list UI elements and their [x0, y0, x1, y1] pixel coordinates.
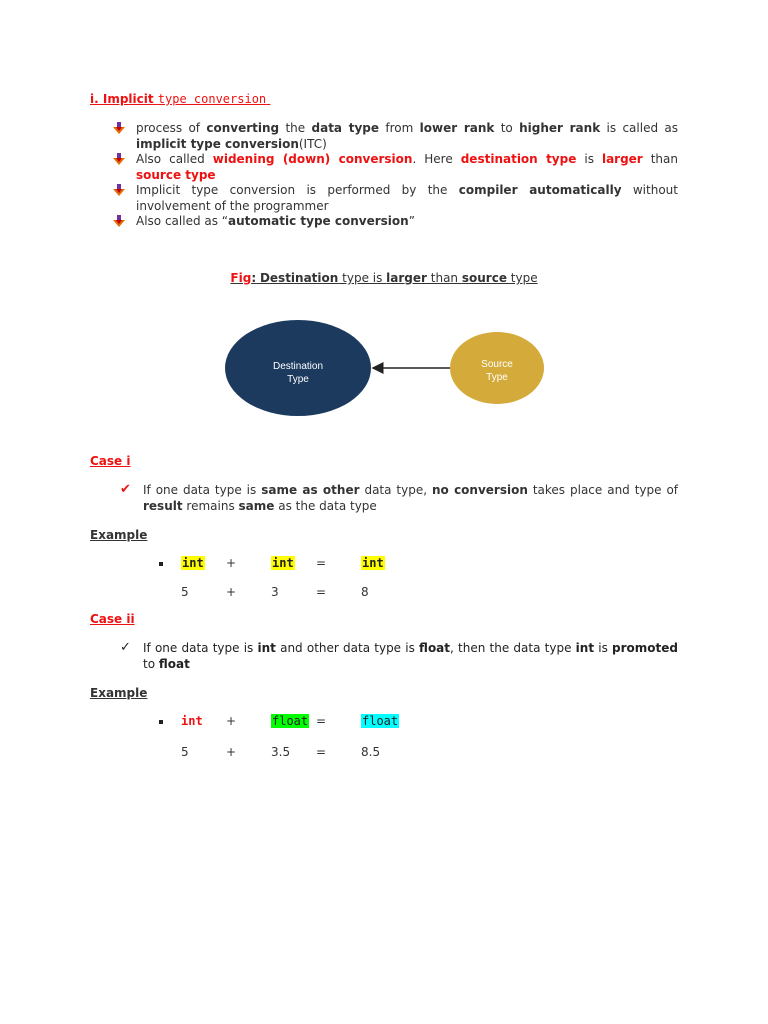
case-ii-equals-sign: =	[316, 714, 327, 728]
case-ii-plus-sign: +	[226, 745, 237, 759]
case-ii-operand-2-type: float	[272, 714, 309, 728]
source-label-line1: Source	[481, 359, 513, 370]
destination-label-line1: Destination	[272, 361, 324, 372]
bullet-itc-definition: process of converting the data type from lower rank to higher rank is called as implicit type conversion(ITC)	[136, 121, 679, 151]
checkmark-icon: ✔	[120, 482, 131, 497]
bullet-compiler-automatic: Implicit type conversion is performed by the compiler automatically without involvement of the programmer	[136, 183, 678, 213]
case-ii-operand-1-value: 5	[181, 745, 189, 759]
case-ii-title: Case ii	[90, 612, 135, 626]
case-i-operand-1-value: 5	[181, 585, 189, 599]
case-i-equals-sign: =	[316, 585, 327, 599]
bullet-automatic-type-conversion: Also called as “automatic type conversion”	[136, 214, 415, 228]
checkmark-icon: ✓	[120, 640, 131, 655]
down-arrow-bullet-icon	[113, 122, 125, 134]
case-ii-plus-sign: +	[226, 714, 237, 728]
square-bullet-icon	[159, 720, 163, 724]
case-i-result-type: int	[362, 556, 384, 570]
case-i-plus-sign: +	[226, 585, 237, 599]
case-ii-description: If one data type is int and other data type is float, then the data type int is promoted to float	[143, 641, 679, 671]
source-label-line2: Type	[486, 372, 508, 383]
case-i-title: Case i	[90, 454, 131, 468]
case-ii-result-value: 8.5	[361, 745, 381, 759]
case-i-result-value: 8	[361, 585, 369, 599]
case-i-operand-2-type: int	[272, 556, 294, 570]
down-arrow-bullet-icon	[113, 215, 125, 227]
case-ii-operand-2-value: 3.5	[271, 745, 291, 759]
case-i-example-label: Example	[90, 528, 148, 542]
square-bullet-icon	[159, 562, 163, 566]
case-i-equals-sign: =	[316, 556, 327, 570]
case-i-operand-1-type: int	[182, 556, 204, 570]
bullet-widening-conversion: Also called widening (down) conversion. Here destination type is larger than source type	[136, 152, 678, 182]
case-ii-operand-1-type: int	[181, 714, 203, 728]
case-i-operand-2-value: 3	[271, 585, 279, 599]
destination-label-line2: Type	[287, 374, 309, 385]
figure-caption: Fig: Destination type is larger than source type	[230, 271, 538, 285]
case-i-description: If one data type is same as other data type, no conversion takes place and type of result remains same as the data type	[143, 483, 679, 513]
case-ii-example-label: Example	[90, 686, 148, 700]
type-conversion-diagram	[220, 316, 550, 422]
down-arrow-bullet-icon	[113, 184, 125, 196]
down-arrow-bullet-icon	[113, 153, 125, 165]
section-heading: i. Implicit type conversion	[90, 92, 267, 106]
case-i-plus-sign: +	[226, 556, 237, 570]
case-ii-equals-sign: =	[316, 745, 327, 759]
case-ii-result-type: float	[362, 714, 399, 728]
